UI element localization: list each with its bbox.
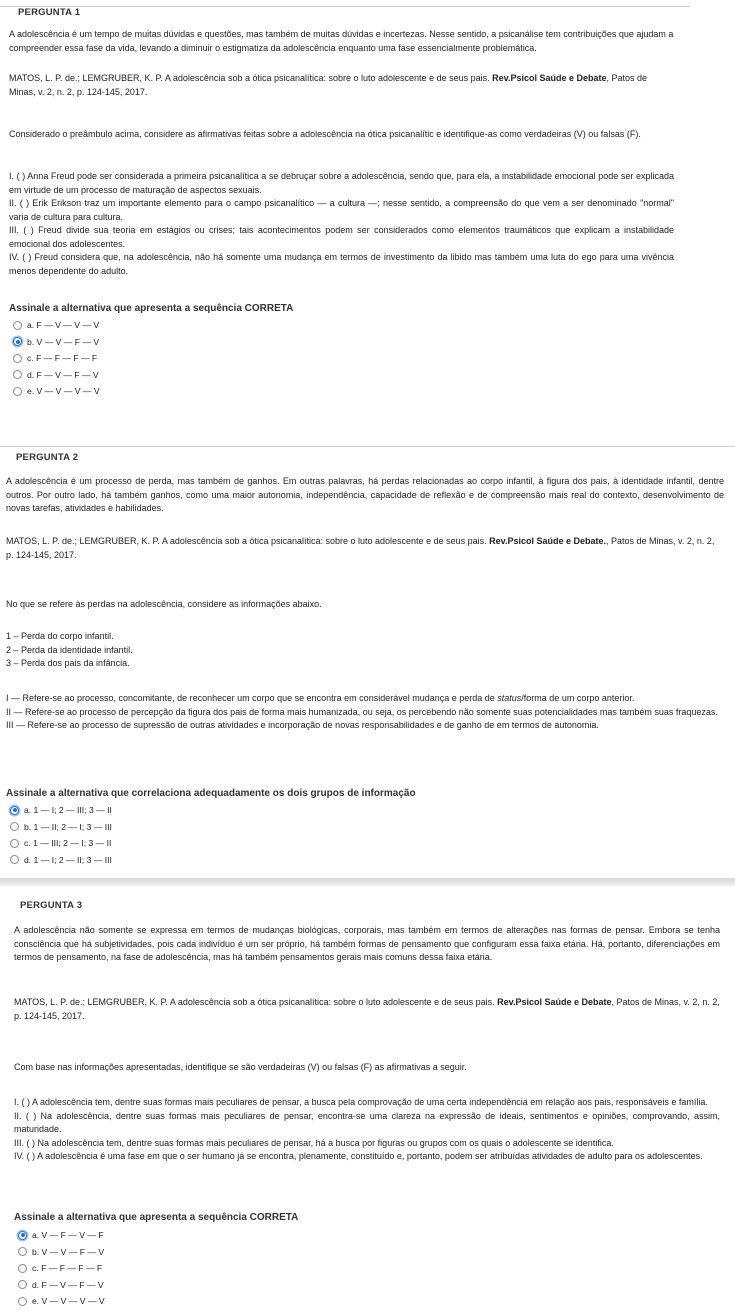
option-b[interactable]: b. V — V — F — V	[18, 1244, 105, 1261]
screenshot-divider	[0, 878, 735, 886]
option-d[interactable]: d. 1 — I; 2 — II; 3 — III	[10, 852, 112, 869]
question-instruction: Considerado o preâmbulo acima, considere as afirmativas feitas sobre a adolescência na ótica psicanalític e identifique-as como verdadeiras (V) ou falsas (F).	[9, 129, 641, 139]
statement: IV. ( ) Freud considera que, na adolescência, não há somente uma mudança em termos de investimento da libido mas também uma luta do ego para uma vivência menos dependente do adulto.	[9, 252, 674, 276]
reference-item: III — Refere-se ao processo de supressão de outras atividades e incorporação de novas responsabilidades e de ganho de em termos de autonomia.	[6, 720, 599, 730]
question-intro: A adolescência é um tempo de muitas dúvidas e questões, mas também de muitas dúvidas e incertezas. Nesse sentido, a psicanálise tem contribuições que ajudam a compreender essa fase da vida, levando a diminuir o estigmatiza da adolescência enquanto uma fase essencialmente problemática.	[9, 29, 674, 53]
option-b[interactable]: b. V — V — F — V	[13, 334, 100, 351]
statements-list	[9, 170, 674, 278]
radio-button[interactable]	[18, 1264, 27, 1273]
radio-button-selected[interactable]	[13, 337, 22, 346]
references-list	[6, 692, 724, 733]
statement: II. ( ) Erik Erikson traz um importante elemento para o campo psicanalítico — a cultura —; nesse sentido, a compreensão do que vem a ser denominado "normal" varia de cultura para cultura.	[9, 198, 674, 222]
option-e[interactable]: e. V — V — V — V	[18, 1293, 105, 1310]
radio-button-selected[interactable]	[10, 806, 19, 815]
answer-options	[10, 802, 112, 868]
radio-button-selected[interactable]	[18, 1231, 27, 1240]
answer-options	[13, 317, 100, 400]
statement: I. ( ) Anna Freud pode ser considerada a primeira psicanalítica a se debruçar sobre a adolescência, sendo que, para ela, a instabilidade emocional pode ser explicada em virtude de um processo de maturação de aspectos sexuais.	[9, 171, 674, 195]
radio-button[interactable]	[13, 370, 22, 379]
option-a[interactable]: a. V — F — V — F	[18, 1227, 105, 1244]
answer-prompt: Assinale a alternativa que apresenta a sequência CORRETA	[14, 1212, 299, 1223]
answer-options	[18, 1227, 105, 1310]
answer-prompt: Assinale a alternativa que correlaciona adequadamente os dois grupos de informação	[6, 788, 416, 799]
radio-button[interactable]	[13, 321, 22, 330]
top-divider	[0, 6, 690, 7]
answer-prompt: Assinale a alternativa que apresenta a sequência CORRETA	[9, 303, 294, 314]
option-e[interactable]: e. V — V — V — V	[13, 383, 100, 400]
reference-item: I — Refere-se ao processo, concomitante, de reconhecer um corpo que se encontra em considerável mudança e perda de status/forma de um corpo anterior.	[6, 693, 635, 703]
question-divider	[0, 446, 735, 447]
radio-button[interactable]	[18, 1280, 27, 1289]
radio-button[interactable]	[10, 822, 19, 831]
radio-button[interactable]	[13, 387, 22, 396]
option-b[interactable]: b. 1 — II; 2 — I; 3 — III	[10, 819, 112, 836]
statement: I. ( ) A adolescência tem, dentre suas formas mais peculiares de pensar, a busca pela comprovação de uma certa independência em relação aos pais, responsáveis e família.	[14, 1097, 708, 1107]
loss-item: 1 – Perda do corpo infantil.	[6, 631, 114, 641]
option-c[interactable]: c. F — F — F — F	[13, 350, 100, 367]
radio-button[interactable]	[13, 354, 22, 363]
radio-button[interactable]	[10, 855, 19, 864]
option-c[interactable]: c. 1 — III; 2 — I; 3 — II	[10, 835, 112, 852]
radio-button[interactable]	[10, 839, 19, 848]
question-instruction: Com base nas informações apresentadas, identifique se são verdadeiras (V) ou falsas (F) as afirmativas a seguir.	[14, 1062, 467, 1072]
question-header: PERGUNTA 3	[20, 900, 83, 911]
question-header: PERGUNTA 1	[18, 7, 81, 18]
option-d[interactable]: d. F — V — F — V	[13, 367, 100, 384]
radio-button[interactable]	[18, 1297, 27, 1306]
statement: III. ( ) Na adolescência tem, dentre suas formas mais peculiares de pensar, há a busca por figuras ou grupos com os quais o adolescente se identifica.	[14, 1137, 614, 1148]
citation: MATOS, L. P. de.; LEMGRUBER, K. P. A adolescência sob a ótica psicanalítica: sobre o luto adolescente e de seus pais. Rev.Psicol Saúde e Debate, Patos de Minas, v. 2, n. 2, p. 124-145, 2017.	[9, 73, 648, 97]
statement: IV. ( ) A adolescência é uma fase em que o ser humano já se encontra, plenamente, constituído e, portanto, podem ser atribuídas atividades de adulto para os adolescentes.	[14, 1151, 703, 1161]
question-header: PERGUNTA 2	[16, 452, 79, 463]
citation: MATOS, L. P. de.; LEMGRUBER, K. P. A adolescência sob a ótica psicanalítica: sobre o luto adolescente e de seus pais. Rev.Psicol Saúde e Debate, Patos de Minas, v. 2, n. 2, p. 124-145, 2017.	[14, 997, 720, 1021]
question-intro: A adolescência é um processo de perda, mas também de ganhos. Em outras palavras, há perdas relacionadas ao corpo infantil, à figura dos pais, à identidade infantil, dentre outros. Por outro lado, há também ganhos, como uma maior autonomia, independência, capacidade de reflexão e de compreensão mais real do contexto, desenvolvimento de novas tarefas, atividades e habilidades.	[6, 476, 724, 513]
statements-list	[14, 1096, 720, 1164]
citation: MATOS, L. P. de.; LEMGRUBER, K. P. A adolescência sob a ótica psicanalítica: sobre o luto adolescente e de seus pais. Rev.Psicol Saúde e Debate., Patos de Minas, v. 2, n. 2, p. 124-145, 2017.	[6, 536, 715, 560]
statement: II. ( ) Na adolescência, dentre suas formas mais peculiares de pensar, encontra-se uma clareza na expressão de ideais, sentimentos e opiniões, comprovando, assim, maturidade.	[14, 1110, 720, 1134]
option-a[interactable]: a. F — V — V — V	[13, 317, 100, 334]
option-d[interactable]: d. F — V — F — V	[18, 1277, 105, 1294]
statement: III. ( ) Freud divide sua teoria em estágios ou crises; tais acontecimentos podem ser considerados como elementos traumáticos que explicam a instabilidade emocional dos adolescentes.	[9, 225, 674, 249]
reference-item: II — Refere-se ao processo de percepção da figura dos pais de forma mais humanizada, ou seja, os percebendo não somente suas potencialidades mas também suas fraquezas.	[6, 706, 718, 717]
option-c[interactable]: c. F — F — F — F	[18, 1260, 105, 1277]
losses-list	[6, 630, 133, 671]
option-a[interactable]: a. 1 — I; 2 — III; 3 — II	[10, 802, 112, 819]
question-intro: A adolescência não somente se expressa em termos de mudanças biológicas, corporais, mas também em termos de alterações nas formas de pensar. Embora se tenha consciência que há subjetividades, pois cada indivíduo é um ser próprio, há também formas de pensamento que configuram essa faixa etária. Há, portanto, diferenciações em termos de pensamento, na fase de adolescência, mas há também pensamentos gerais mais comuns dessa faixa etária.	[14, 925, 720, 962]
radio-button[interactable]	[18, 1247, 27, 1256]
question-instruction: No que se refere às perdas na adolescência, considere as informações abaixo.	[6, 599, 322, 609]
loss-item: 3 – Perda dos pais da infância.	[6, 658, 130, 668]
loss-item: 2 – Perda da identidade infantil.	[6, 644, 133, 655]
